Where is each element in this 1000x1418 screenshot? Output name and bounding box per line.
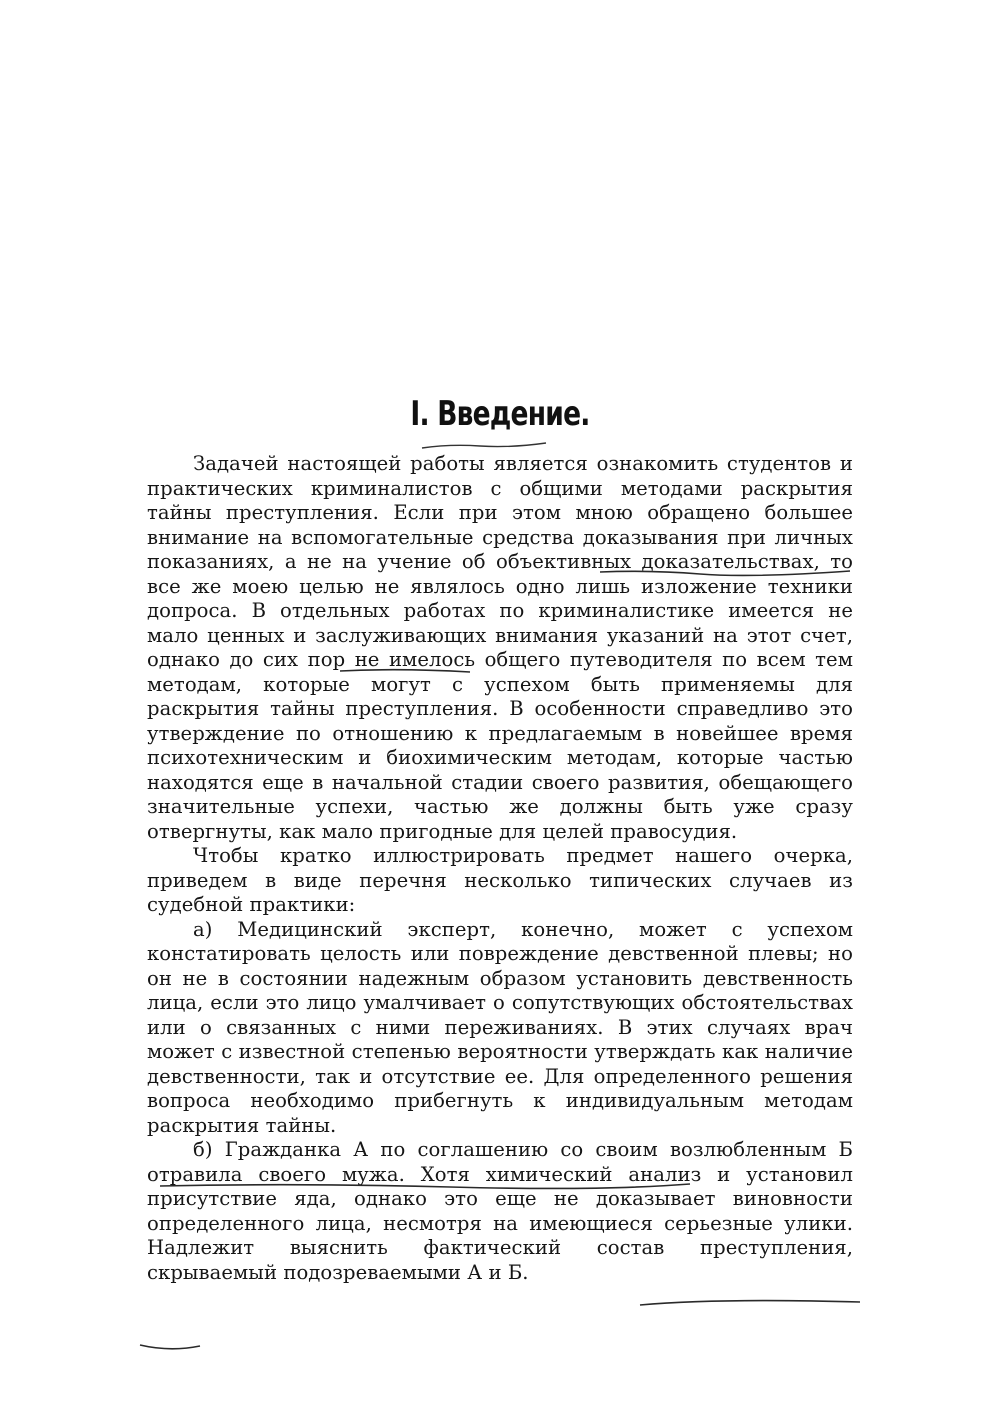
- paragraph-case-a: а) Медицинский эксперт, конечно, может с успехом констатировать целость или повреждение девственной плевы; но он не в состоянии надежным образом установить девственность лица, если это лицо умалчивает о сопутствующих обстоятельствах или о связанных с ними переживаниях. В этих случаях врач может с известной степенью вероятности утверждать как наличие девственности, так и отсутствие ее. Для определенного решения вопроса необходимо прибегнуть к индивидуальным методам раскрытия тайны.: [147, 917, 853, 1137]
- body-text: [147, 452, 853, 1285]
- paragraph-case-b: б) Гражданка А по соглашению со своим возлюбленным Б отравила своего мужа. Хотя химический анализ и установил присутствие яда, однако это еще не доказывает виновности определенного лица, несмотря на имеющиеся серьезные улики. Надлежит выяснить фактический состав преступления, скрываемый подозреваемыми А и Б.: [147, 1138, 853, 1284]
- paragraph-intro: Задачей настоящей работы является ознакомить студентов и практических криминалистов с общими методами раскрытия тайны преступления. Если при этом мною обращено большее внимание на вспомогательные средства доказывания при личных показаниях, а не на учение об объективных доказательствах, то все же моею целью не являлось одно лишь изложение техники допроса. В отдельных работах по криминалистике имеется не мало ценных и заслуживающих внимания указаний на этот счет, однако до сих пор не имелось общего путеводителя по всем тем методам, которые могут с успехом быть применяемы для раскрытия тайны преступления. В особенности справедливо это утверждение по отношению к предлагаемым в новейшее время психотехническим и биохимическим методам, которые частью находятся еще в начальной стадии своего развития, обещающего значительные успехи, частью же должны быть уже сразу отвергнуты, как мало пригодные для целей правосудия.: [147, 452, 853, 843]
- chapter-title: I. Введение.: [410, 394, 590, 434]
- underline-mark-4: [140, 1345, 200, 1349]
- underline-mark-5: [640, 1301, 860, 1305]
- paragraph-purpose: Чтобы кратко иллюстрировать предмет нашего очерка, приведем в виде перечня несколько типических случаев из судебной практики:: [147, 844, 853, 916]
- title-underline-mark: [420, 441, 548, 451]
